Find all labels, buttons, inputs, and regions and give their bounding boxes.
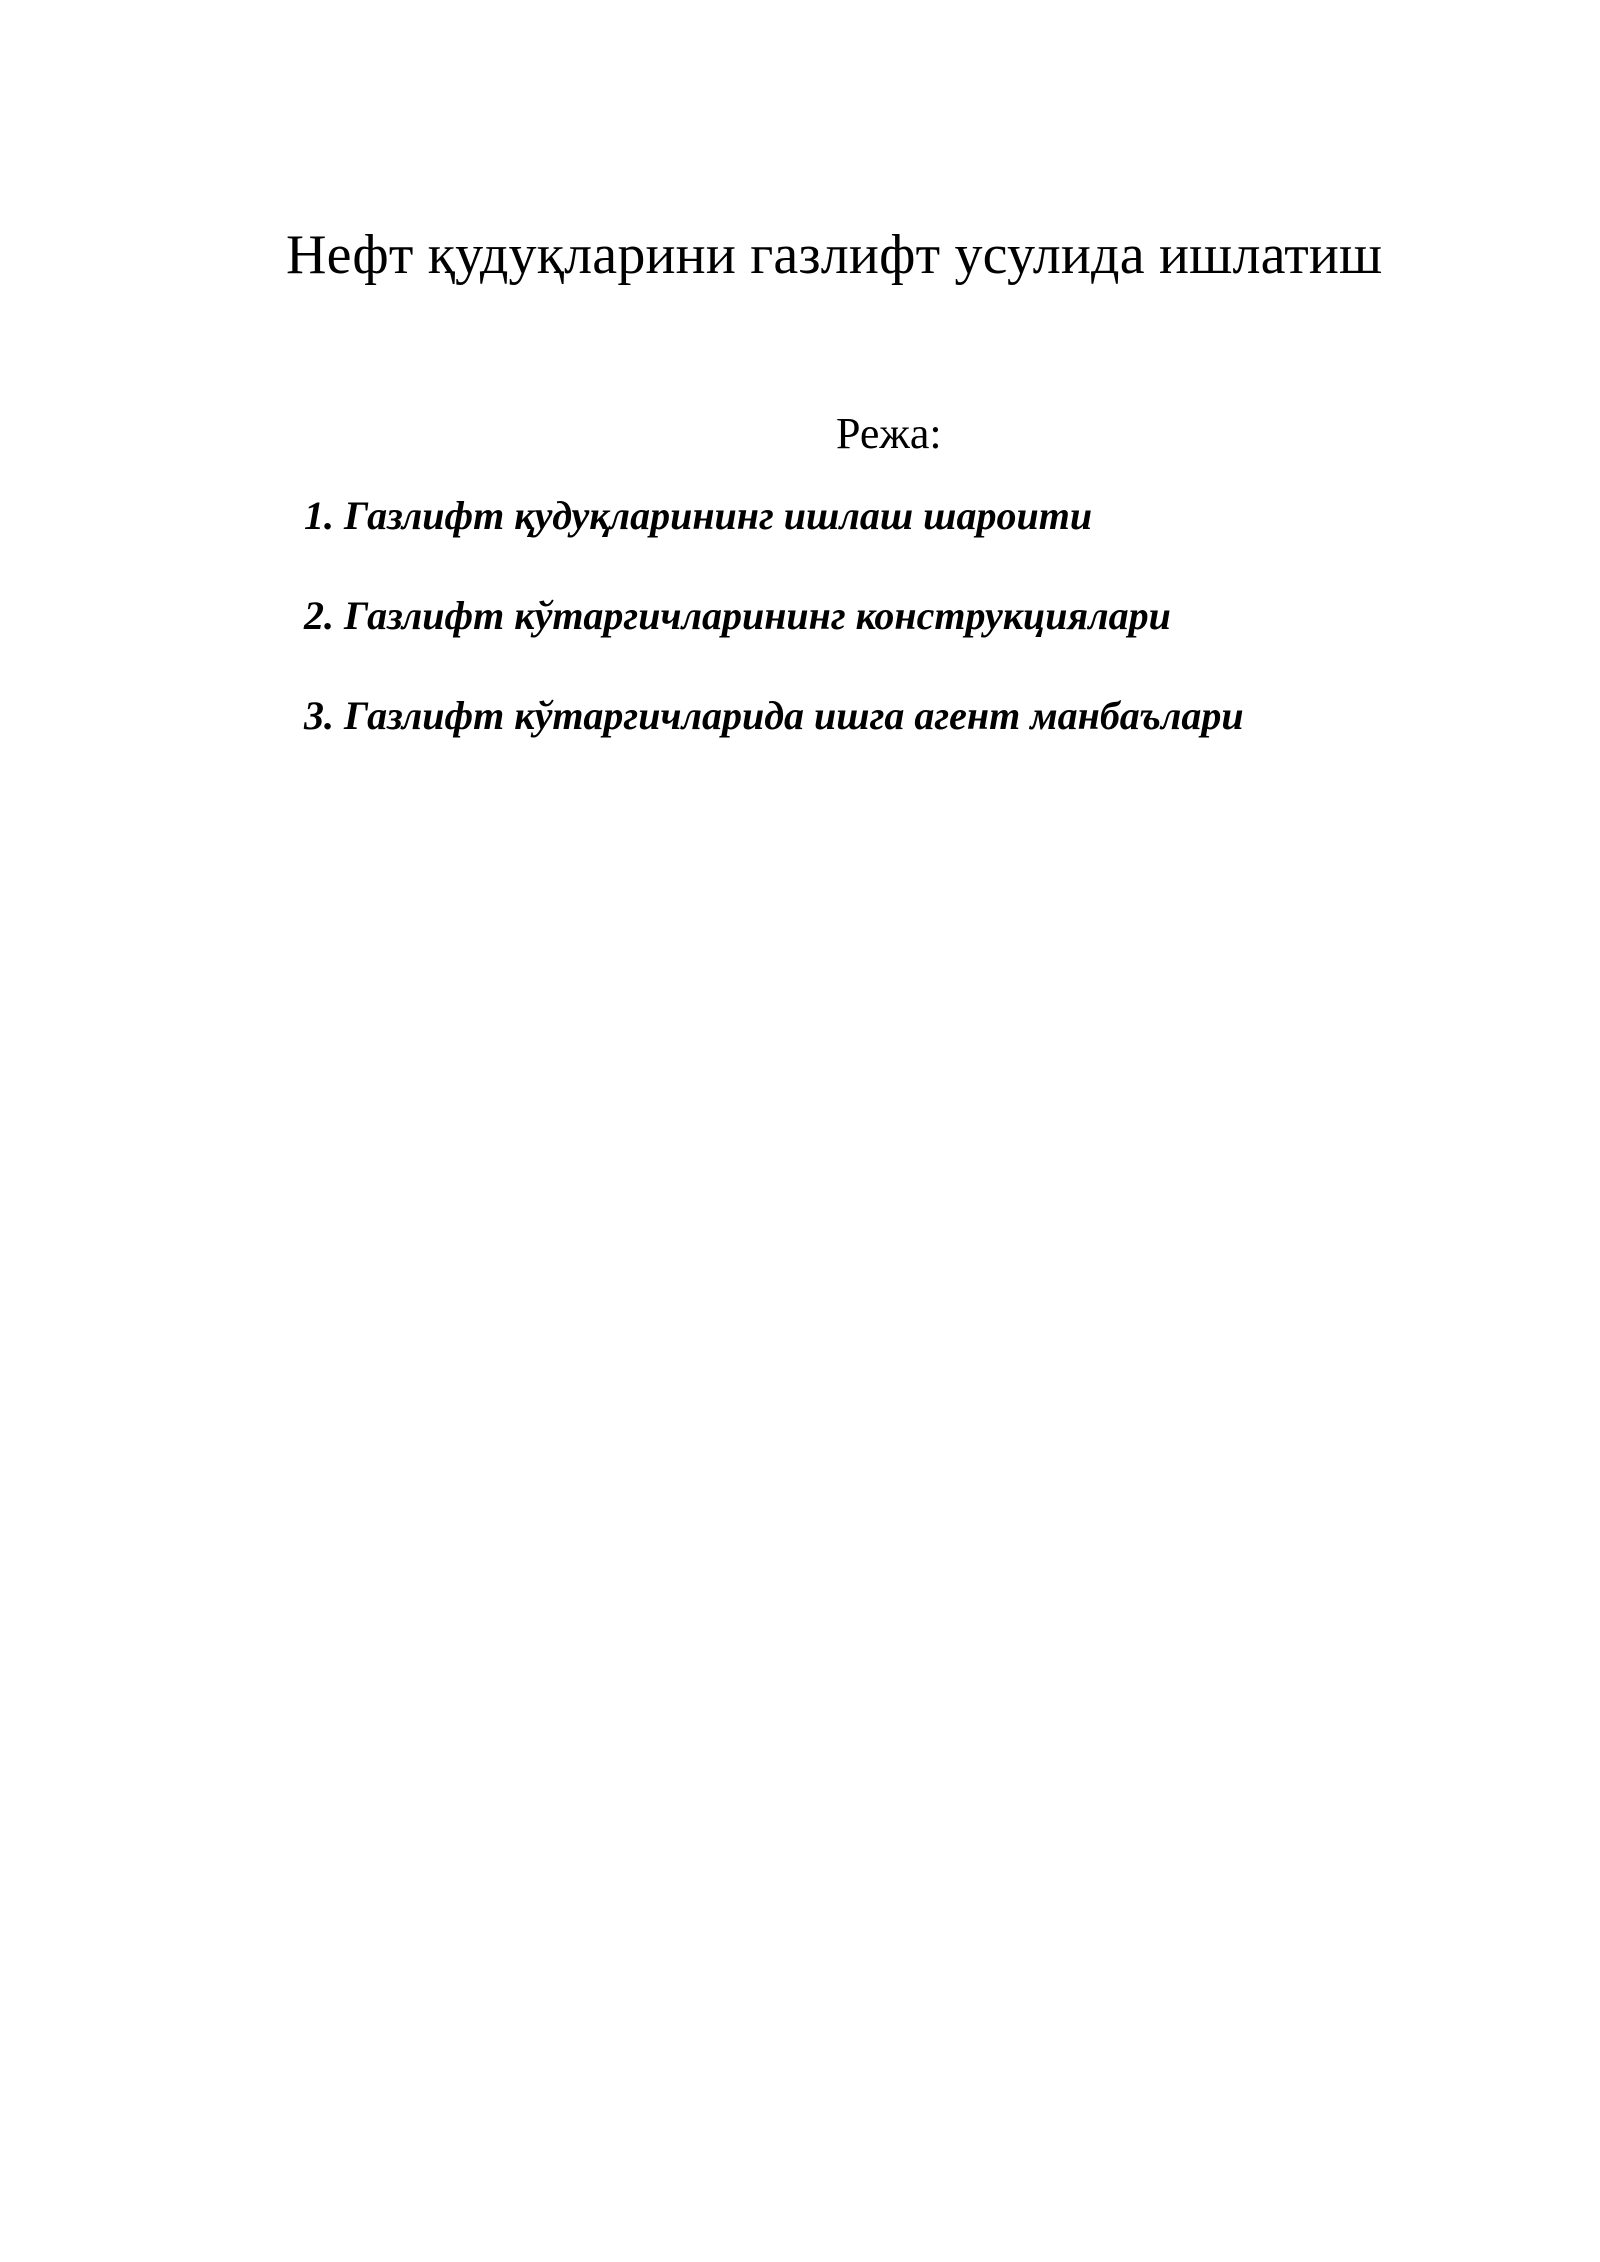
plan-item-number: 3. (304, 693, 334, 738)
plan-item-1 (304, 492, 1244, 540)
plan-list (304, 492, 1244, 792)
plan-item-2 (304, 592, 1244, 640)
document-title: Нефт қудуқларини газлифт усулида ишлатиш (286, 224, 1383, 286)
plan-item-text: Газлифт кўтаргичларида ишга агент манбаълари (344, 693, 1244, 738)
plan-item-text: Газлифт кўтаргичларининг конструкциялари (344, 593, 1171, 638)
plan-item-number: 1. (304, 493, 334, 538)
plan-heading: Режа: (836, 409, 942, 458)
plan-item-3 (304, 692, 1244, 740)
plan-item-text: Газлифт қудуқларининг ишлаш шароити (344, 493, 1093, 538)
plan-item-number: 2. (304, 593, 334, 638)
